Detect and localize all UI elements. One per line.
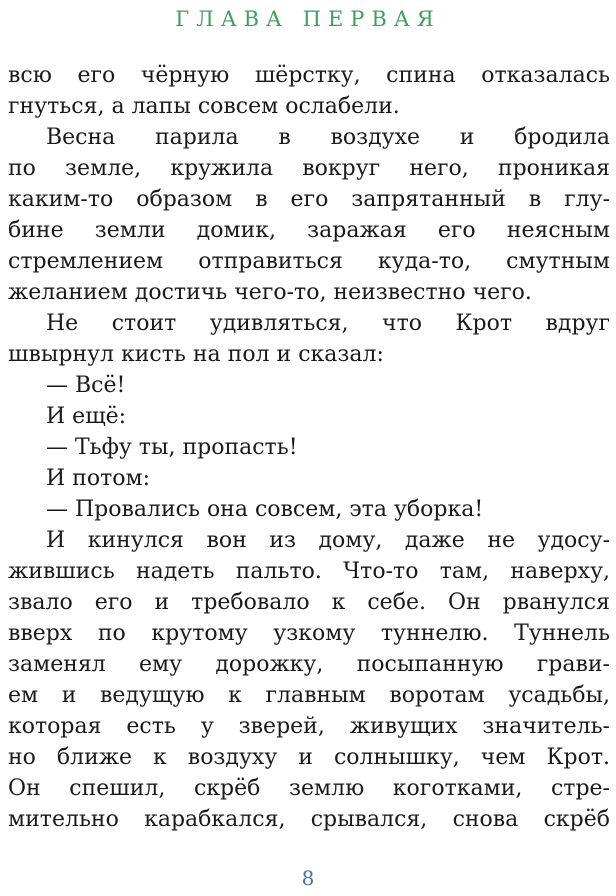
text-line: И потом: [46,466,151,491]
text-line: — Тьфу ты, пропасть! [46,435,298,460]
text-line: И кинулся вон из дому, даже не удосу- [46,528,610,553]
text-line: — Провались она совсем, эта уборка! [46,497,484,522]
text-line: звало его и требовало к себе. Он рванулся [8,590,610,615]
text-line: И ещё: [46,404,127,429]
text-line: по земле, кружила вокруг него, проникая [8,156,610,181]
text-line: Весна парила в воздухе и бродила [46,125,610,150]
chapter-title: ГЛАВА ПЕРВАЯ [175,7,441,31]
text-line: жившись надеть пальто. Что-то там, наверху, [8,559,610,584]
text-line: желанием достичь чего-то, неизвестно чего. [8,280,532,305]
text-line: гнуться, а лапы совсем ослабели. [8,94,400,119]
text-line: — Всё! [46,373,126,398]
text-line: заменял ему дорожку, посыпанную грави- [8,652,610,677]
text-line: но ближе к воздуху и солнышку, чем Крот. [8,745,610,770]
text-line: вверх по крутому узкому туннелю. Туннель [8,621,610,646]
text-line: всю его чёрную шёрстку, спина отказалась [8,63,610,88]
text-line: которая есть у зверей, живущих значитель- [8,714,610,739]
text-line: стремлением отправиться куда-то, смутным [8,249,610,274]
text-line: Он спешил, скрёб землю коготками, стре- [8,776,610,801]
text-line: Не стоит удивляться, что Крот вдруг [46,311,610,336]
text-line: швырнул кисть на пол и сказал: [8,342,384,367]
body-text [8,60,610,835]
text-line: мительно карабкался, срывался, снова скрёб [8,807,610,832]
text-line: каким-то образом в его запрятанный в глу- [8,187,610,212]
page-number: 8 [301,866,315,890]
text-line: бине земли домик, заражая его неясным [8,218,610,243]
text-line: ем и ведущую к главным воротам усадьбы, [8,683,610,708]
